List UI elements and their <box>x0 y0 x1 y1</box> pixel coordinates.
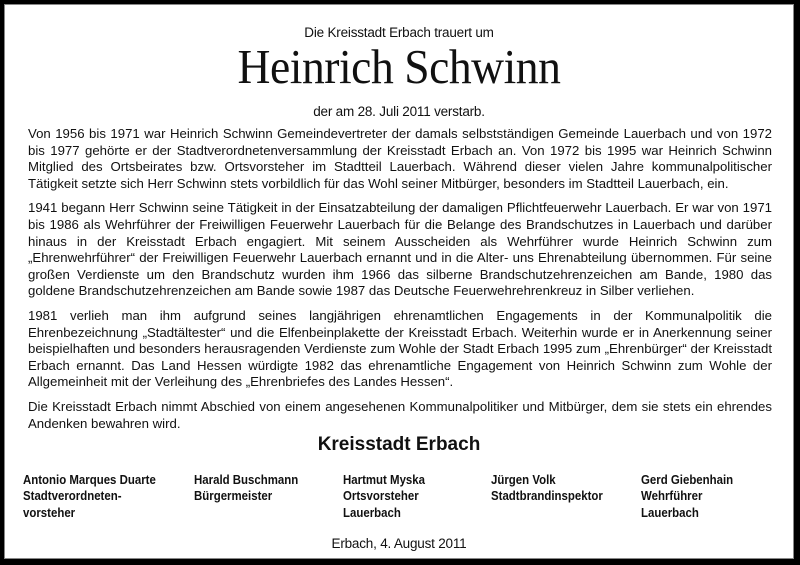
deceased-name: Heinrich Schwinn <box>237 39 561 94</box>
signer-role-cont: vorsteher <box>23 504 76 520</box>
obituary-notice <box>4 4 794 559</box>
signer-role-cont: Lauerbach <box>641 504 699 520</box>
signer-name: Harald Buschmann <box>194 472 299 487</box>
death-date-line: der am 28. Juli 2011 verstarb. <box>313 104 485 119</box>
signer <box>491 472 603 505</box>
intro-line: Die Kreisstadt Erbach trauert um <box>304 25 494 40</box>
signer-role: Stadtverordneten- <box>23 488 122 504</box>
signer-role: Wehrführer <box>641 488 703 504</box>
signer <box>23 472 156 521</box>
paragraph-political-career: Von 1956 bis 1971 war Heinrich Schwinn Gemeindevertreter der damals selbstständigen Gemeinde Lauerbach und von 1972 bis 1977 gehörte er der Stadtverordnetenversammlung der Kreisstadt Erbach an. Von 1972 bis 1995 war Heinrich Schwinn Mitglied des Ortsbeirates bzw. Ortsvorsteher im Stadtteil Lauerbach. Während dieser vielen Jahre kommunalpolitischer Tätigkeit setzte sich Herr Schwinn stets vorbildlich für das Wohl seiner Mitbürger, besonders im Stadtteil Lauerbach, ein. <box>28 126 772 191</box>
signer-name: Jürgen Volk <box>491 472 556 487</box>
signer-name: Hartmut Myska <box>343 472 426 487</box>
signer-role-cont: Lauerbach <box>343 504 401 520</box>
notice-date: Erbach, 4. August 2011 <box>331 536 467 551</box>
signer-role: Bürgermeister <box>194 488 273 504</box>
signer <box>194 472 298 505</box>
paragraph-honors: 1981 verlieh man ihm aufgrund seines langjährigen ehrenamtlichen Engagements in der Kommunalpolitik die Ehrenbezeichnung „Stadtältester“ und die Elfenbeinplakette der Kreisstadt Erbach. Weiterhin wurde er in Anerkennung seiner beispielhaften und besonders herausragenden Verdienste zum Wohle der Stadt Erbach 1995 zum „Ehrenbürger“ der Kreisstadt Erbach ernannt. Das Land Hessen würdigte 1982 das ehrenamtliche Engagement von Heinrich Schwinn zum Wohle der Allgemeinheit mit der Verleihung des „Ehrenbriefes des Landes Hessen“. <box>28 307 772 390</box>
signer <box>641 472 733 521</box>
signer <box>343 472 425 521</box>
signer-name: Gerd Giebenhain <box>641 472 734 487</box>
signer-role: Stadtbrandinspektor <box>491 488 603 504</box>
paragraph-farewell: Die Kreisstadt Erbach nimmt Abschied von einem angesehenen Kommunalpolitiker und Mitbürger, dem sie stets ein ehrendes Andenken bewahren wird. <box>28 398 772 431</box>
signer-name: Antonio Marques Duarte <box>23 472 156 487</box>
paragraph-fire-brigade: 1941 begann Herr Schwinn seine Tätigkeit in der Einsatzabteilung der damaligen Pflichtfeuerwehr Lauerbach. Er war von 1971 bis 1986 als Wehrführer der Freiwilligen Feuerwehr Lauerbach für die Belange des Brandschutzes in Lauerbach und darüber hinaus in der Kreisstadt Erbach engagiert. Mit seinem Ausscheiden als Wehrführer wurde Heinrich Schwinn zum „Ehrenwehrführer“ der Freiwilligen Feuerwehr Lauerbach ernannt und in die Alter- uns Ehrenabteilung übernommen. Für seine großen Verdienste um den Brandschutz wurden ihm 1966 das silberne Brandschutzehrenzeichen am Bande, 1980 das goldene Brandschutzehrenzeichen am Bande sowie 1987 das Deutsche Feuerwehrehrenkreuz in Silber verliehen. <box>28 200 772 299</box>
obituary-body <box>28 126 772 440</box>
signature-organization: Kreisstadt Erbach <box>317 434 481 455</box>
signer-role: Ortsvorsteher <box>343 488 419 504</box>
